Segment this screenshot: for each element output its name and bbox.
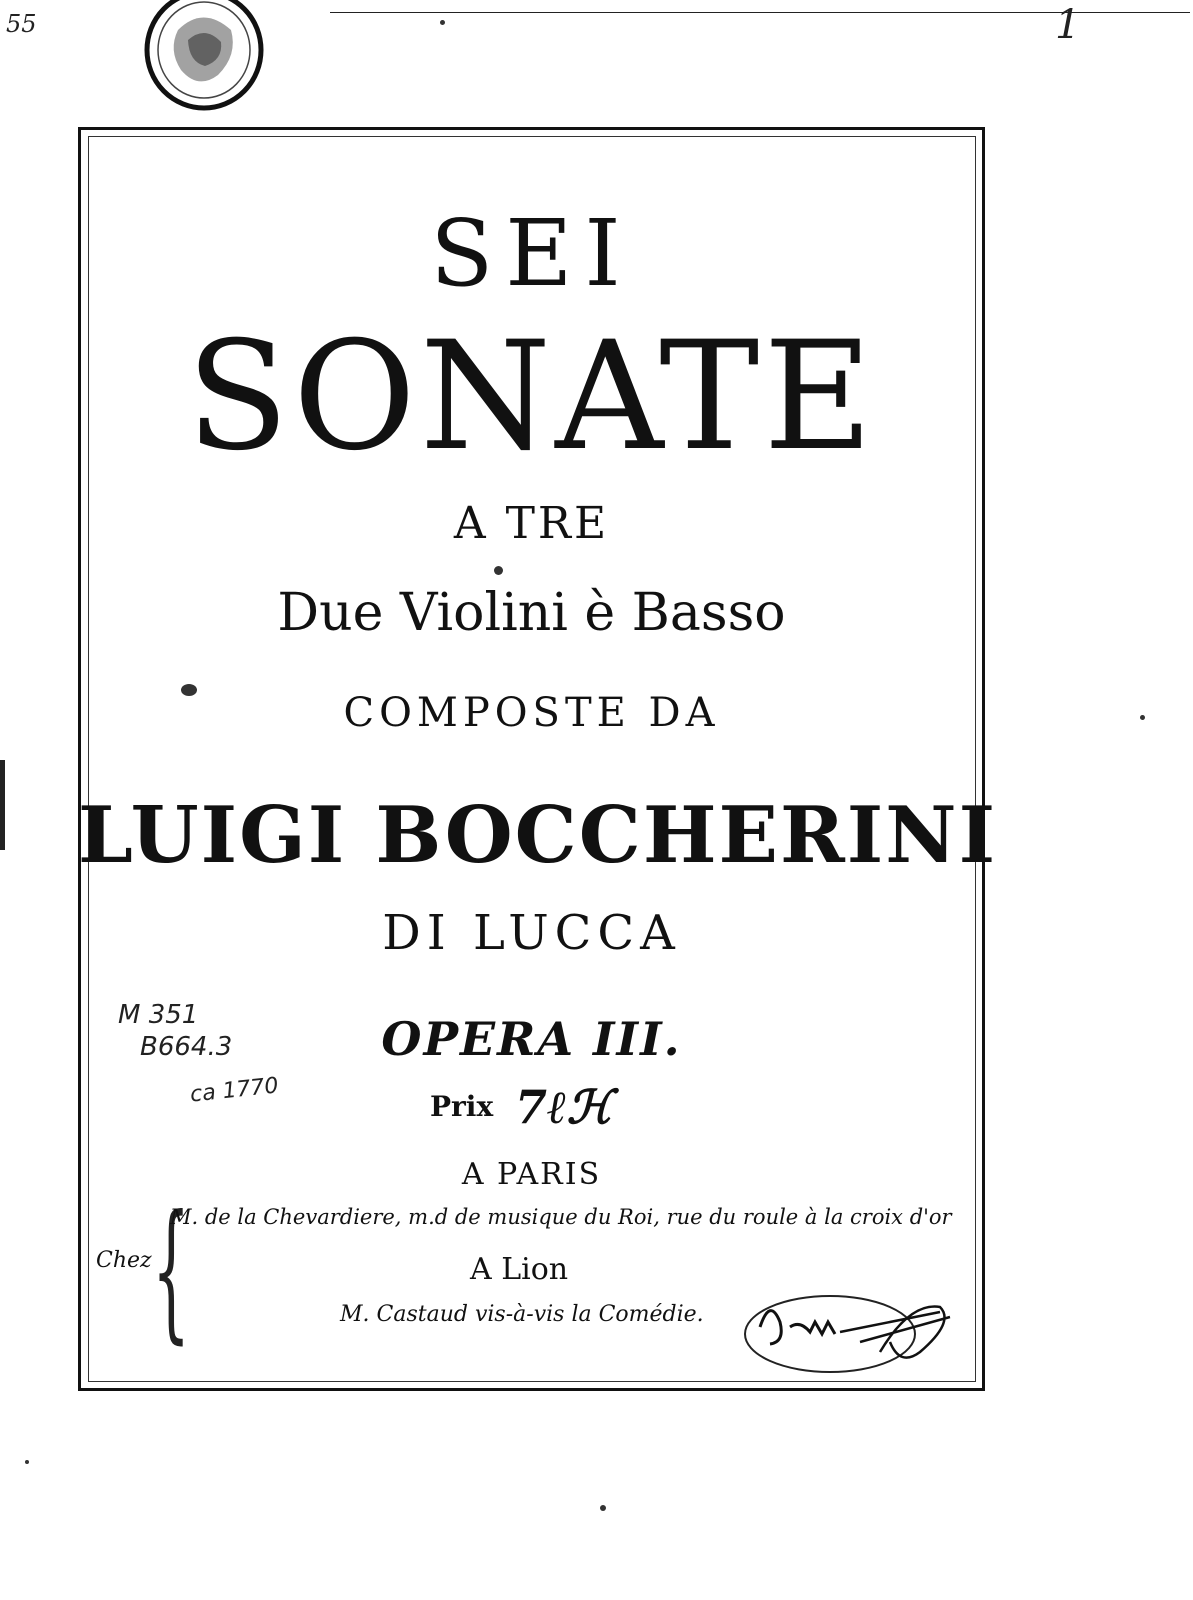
scan-speck bbox=[440, 20, 445, 25]
composer-name: LUIGI BOCCHERINI bbox=[78, 790, 998, 881]
publisher-lyon-address: M. Castaud vis-à-vis la Comédie. bbox=[340, 1302, 704, 1327]
composed-by-label: COMPOSTE DA bbox=[343, 690, 720, 736]
composer-origin: DI LUCCA bbox=[382, 905, 681, 961]
scan-speck bbox=[25, 1460, 29, 1464]
date-note: ca 1770 bbox=[188, 1073, 280, 1108]
top-rule bbox=[330, 12, 1190, 13]
price-handwritten: 7ℓℋ bbox=[515, 1080, 613, 1134]
scan-speck bbox=[494, 566, 503, 575]
corner-mark-top-left: 55 bbox=[6, 10, 37, 38]
instrumentation: Due Violini è Basso bbox=[277, 583, 786, 643]
title-sei: SEI bbox=[430, 200, 633, 307]
brace-icon: { bbox=[152, 1184, 191, 1358]
library-stamp-icon bbox=[143, 0, 265, 112]
signature-icon bbox=[740, 1282, 965, 1382]
scan-speck bbox=[181, 684, 197, 696]
publisher-paris-address: M. de la Chevardiere, m.d de musique du Roi, rue du roule à la croix d'or bbox=[170, 1205, 952, 1229]
imprint-paris: A PARIS bbox=[461, 1157, 602, 1192]
corner-mark-top-right: 1 bbox=[1055, 2, 1081, 48]
scan-speck bbox=[600, 1505, 606, 1511]
scan-edge-mark bbox=[0, 760, 5, 850]
call-number-line1: M 351 bbox=[118, 1000, 199, 1030]
scan-speck bbox=[1140, 715, 1145, 720]
imprint-lyon: A Lion bbox=[470, 1252, 569, 1287]
subtitle-a-tre: A TRE bbox=[453, 498, 610, 549]
opus-number: OPERA III. bbox=[381, 1012, 682, 1066]
title-sonate: SONATE bbox=[186, 310, 877, 484]
call-number-line2: B664.3 bbox=[140, 1032, 233, 1062]
price-label: Prix bbox=[430, 1090, 494, 1123]
chez-label: Chez bbox=[96, 1248, 152, 1273]
